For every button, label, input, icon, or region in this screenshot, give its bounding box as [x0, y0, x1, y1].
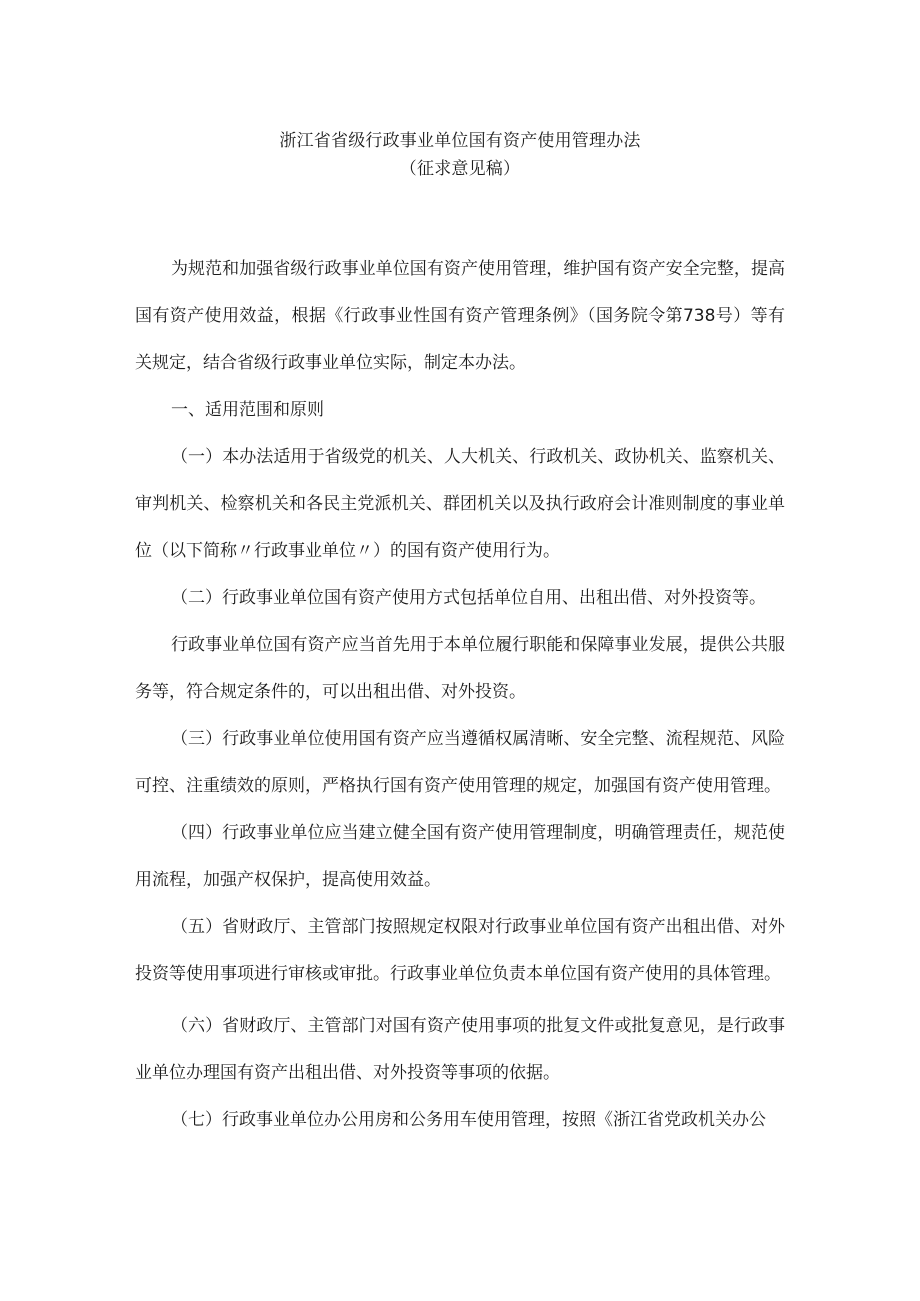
section-heading: 一、适用范围和原则: [171, 400, 324, 420]
document-title: 浙江省省级行政事业单位国有资产使用管理办法: [279, 131, 641, 151]
clause-paragraph: （二）行政事业单位国有资产使用方式包括单位自用、出租出借、对外投资等。: [171, 588, 766, 608]
clause-paragraph: （一）本办法适用于省级党的机关、人大机关、行政机关、政协机关、监察机关、审判机关、检察机关和各民主党派机关、群团机关以及执行政府会计准则制度的事业单位（以下简称〃行政事业单位〃）的国有资产使用行为。: [135, 447, 785, 561]
clause-paragraph: 行政事业单位国有资产应当首先用于本单位履行职能和保障事业发展，提供公共服务等，符合规定条件的，可以出租出借、对外投资。: [135, 635, 785, 702]
clause-paragraph: （六）省财政厅、主管部门对国有资产使用事项的批复文件或批复意见，是行政事业单位办理国有资产出租出借、对外投资等事项的依据。: [135, 1016, 785, 1083]
title-block: [0, 127, 920, 183]
preamble-paragraph: 为规范和加强省级行政事业单位国有资产使用管理，维护国有资产安全完整，提高国有资产使用效益，根据《行政事业性国有资产管理条例》（国务院令第738号）等有关规定，结合省级行政事业单位实际，制定本办法。: [135, 259, 785, 373]
clause-paragraph: （五）省财政厅、主管部门按照规定权限对行政事业单位国有资产出租出借、对外投资等使用事项进行审核或审批。行政事业单位负责本单位国有资产使用的具体管理。: [135, 917, 785, 984]
document-body: [135, 246, 785, 1144]
clause-paragraph: （七）行政事业单位办公用房和公务用车使用管理，按照《浙江省党政机关办公: [171, 1110, 766, 1130]
document-subtitle: （征求意见稿）: [399, 159, 521, 179]
clause-paragraph: （四）行政事业单位应当建立健全国有资产使用管理制度，明确管理责任，规范使用流程，加强产权保护，提高使用效益。: [135, 823, 785, 890]
clause-paragraph: （三）行政事业单位使用国有资产应当遵循权属清晰、安全完整、流程规范、风险可控、注重绩效的原则，严格执行国有资产使用管理的规定，加强国有资产使用管理。: [135, 729, 785, 796]
